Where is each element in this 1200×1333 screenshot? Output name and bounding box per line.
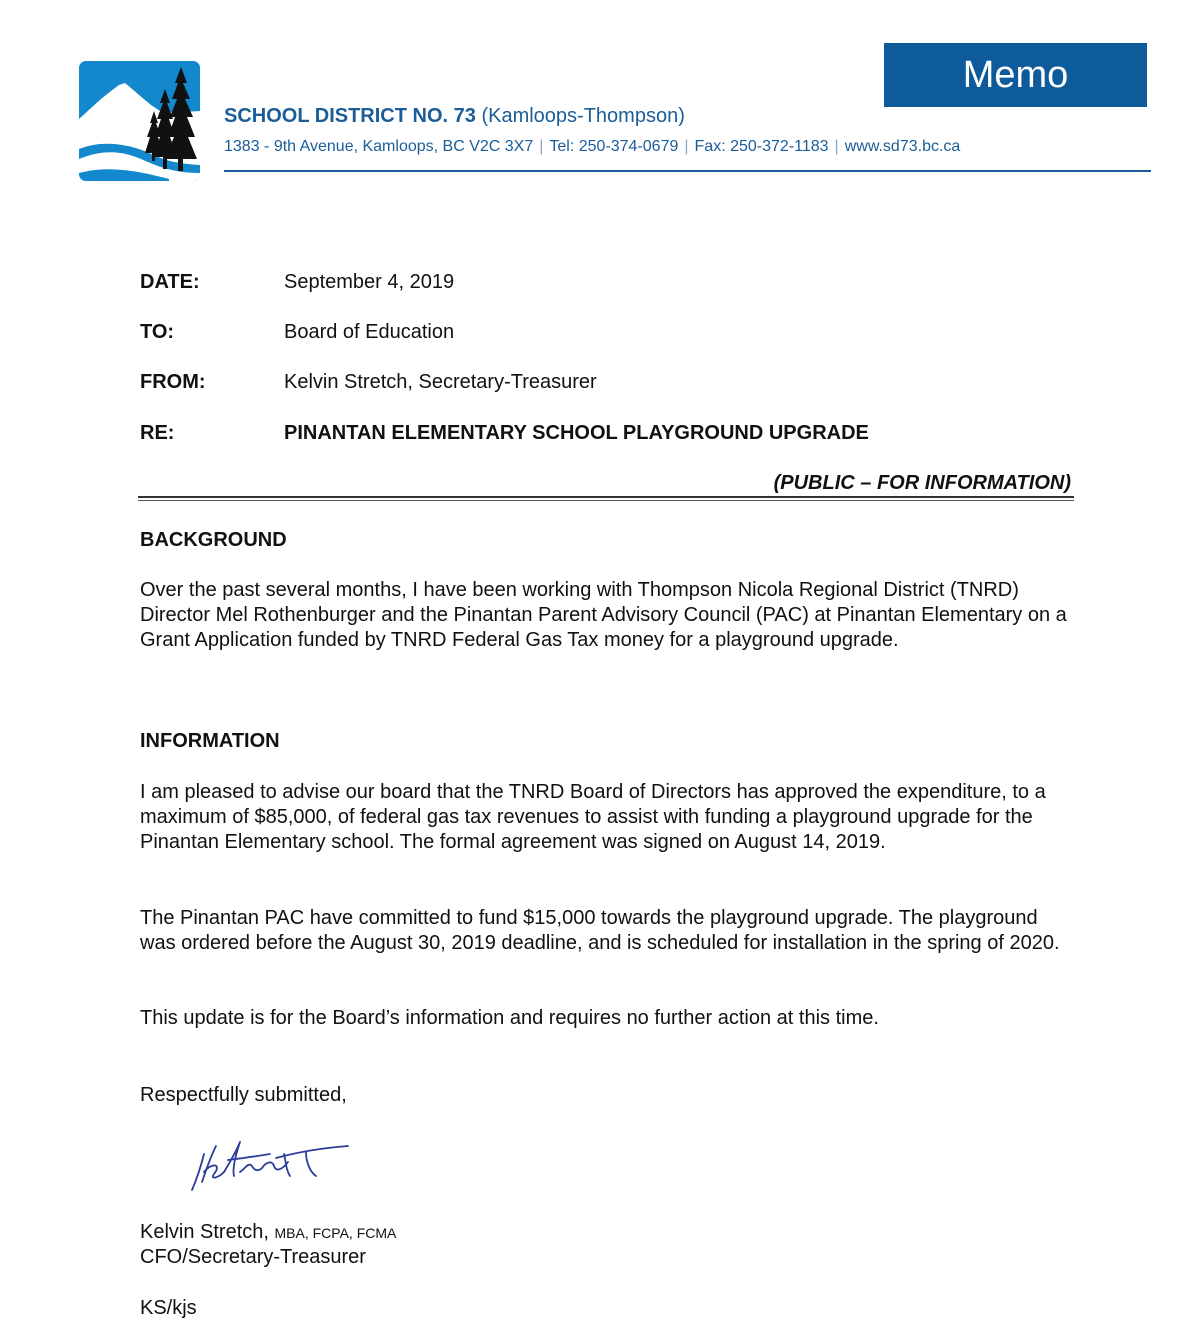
information-paragraph-1: I am pleased to advise our board that the TNRD Board of Directors has approved the expenditure, to a maximum of $85,000, of federal gas tax revenues to assist with funding a playground upgrade for the Pinantan Elementary school. The formal agreement was signed on August 14, 2019. <box>140 781 1046 853</box>
from-label: FROM: <box>140 371 206 393</box>
memo-label-box: Memo <box>884 43 1147 107</box>
header-divider <box>224 170 1151 172</box>
district-title: SCHOOL DISTRICT NO. 73 <box>224 105 476 127</box>
information-paragraph-2: The Pinantan PAC have committed to fund $15,000 towards the playground upgrade. The playground was ordered before the August 30, 2019 deadline, and is scheduled for installation in the spring of 2020. <box>140 907 1060 954</box>
double-rule-bottom <box>138 500 1074 501</box>
double-rule-top <box>138 496 1074 498</box>
closing-line: Respectfully submitted, <box>140 1084 347 1106</box>
district-contact-line <box>224 137 960 157</box>
to-label: TO: <box>140 321 175 343</box>
reference-initials: KS/kjs <box>140 1297 197 1319</box>
background-paragraph: Over the past several months, I have been working with Thompson Nicola Regional District (TNRD) Director Mel Rothenburger and the Pinantan Parent Advisory Council (PAC) at Pinantan Elementary on a Grant Application funded by TNRD Federal Gas Tax money for a playground upgrade. <box>140 579 1067 651</box>
separator: | <box>684 138 689 155</box>
re-value: PINANTAN ELEMENTARY SCHOOL PLAYGROUND UPGRADE <box>284 422 869 444</box>
district-fax: Fax: 250-372-1183 <box>694 138 829 155</box>
handwritten-signature <box>188 1132 358 1196</box>
re-label: RE: <box>140 422 175 444</box>
signer-name-text: Kelvin Stretch, <box>140 1221 269 1243</box>
to-value: Board of Education <box>284 321 455 343</box>
from-value: Kelvin Stretch, Secretary-Treasurer <box>284 371 597 393</box>
date-label: DATE: <box>140 271 200 293</box>
background-heading: BACKGROUND <box>140 529 287 551</box>
district-address: 1383 - 9th Avenue, Kamloops, BC V2C 3X7 <box>224 138 534 155</box>
district-phone: Tel: 250-374-0679 <box>549 138 679 155</box>
signer-name <box>140 1220 396 1246</box>
signer-title: CFO/Secretary-Treasurer <box>140 1246 366 1268</box>
district-website: www.sd73.bc.ca <box>844 138 961 155</box>
date-value: September 4, 2019 <box>284 271 455 293</box>
district-region: (Kamloops-Thompson) <box>481 105 685 127</box>
signer-credentials: MBA, FCPA, FCMA <box>274 1225 397 1241</box>
classification-label: (PUBLIC – FOR INFORMATION) <box>773 472 1071 494</box>
district-name <box>224 104 685 128</box>
separator: | <box>539 138 544 155</box>
district-logo <box>79 61 200 181</box>
separator: | <box>834 138 839 155</box>
information-paragraph-3: This update is for the Board’s information and requires no further action at this time. <box>140 1007 879 1029</box>
information-heading: INFORMATION <box>140 730 280 752</box>
